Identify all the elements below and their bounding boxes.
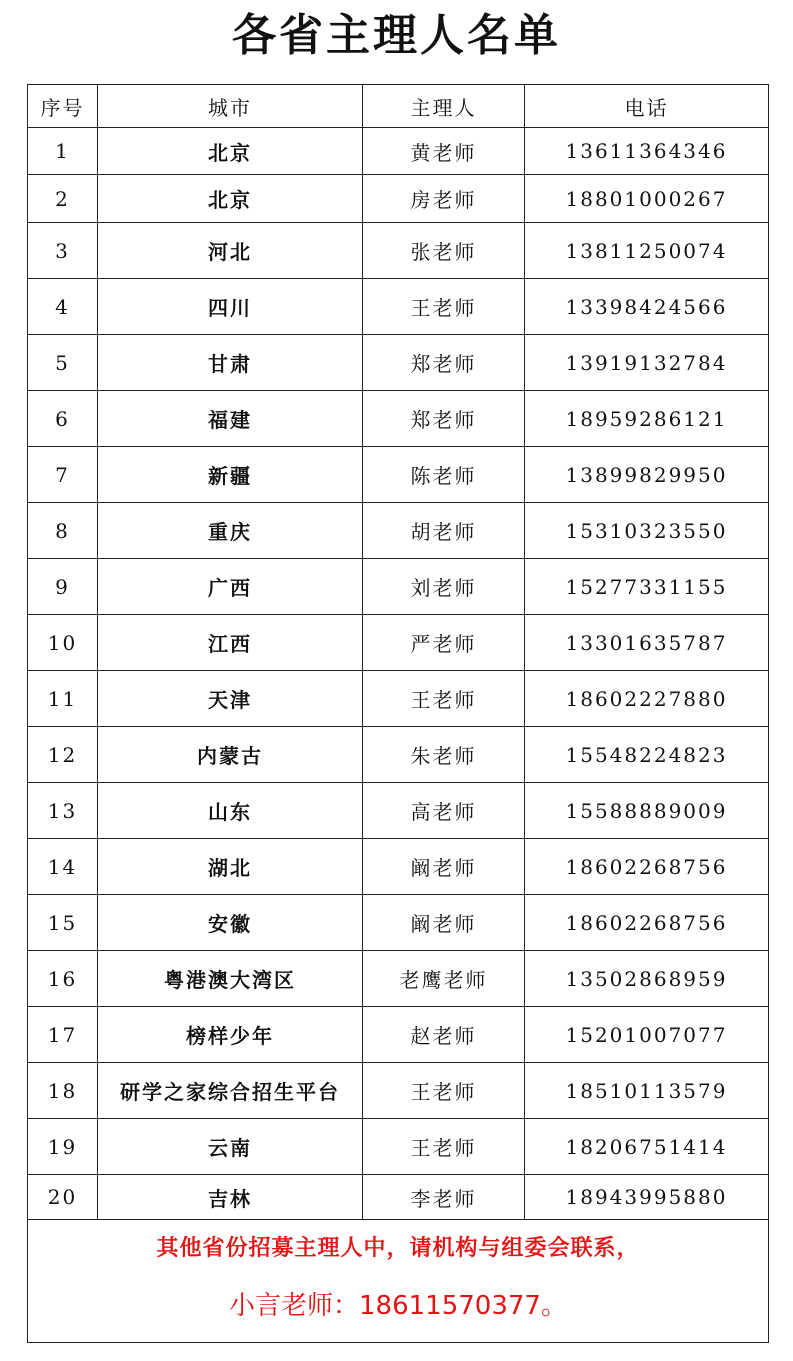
row-index: 12	[28, 727, 98, 783]
row-city: 天津	[98, 671, 363, 727]
row-city: 新疆	[98, 447, 363, 503]
row-city: 重庆	[98, 503, 363, 559]
row-phone: 13502868959	[525, 951, 769, 1007]
row-phone: 13811250074	[525, 223, 769, 279]
table-row	[28, 615, 769, 671]
row-phone: 13301635787	[525, 615, 769, 671]
row-city: 福建	[98, 391, 363, 447]
row-index: 8	[28, 503, 98, 559]
row-person: 赵老师	[363, 1007, 525, 1063]
row-index: 18	[28, 1063, 98, 1119]
row-index: 2	[28, 175, 98, 223]
table-row	[28, 279, 769, 335]
table-row	[28, 335, 769, 391]
row-index: 13	[28, 783, 98, 839]
notice-row	[28, 1220, 769, 1343]
row-city: 内蒙古	[98, 727, 363, 783]
row-phone: 18801000267	[525, 175, 769, 223]
row-phone: 13919132784	[525, 335, 769, 391]
row-phone: 18602227880	[525, 671, 769, 727]
row-person: 阚老师	[363, 839, 525, 895]
row-city: 安徽	[98, 895, 363, 951]
row-city: 甘肃	[98, 335, 363, 391]
row-city: 粤港澳大湾区	[98, 951, 363, 1007]
row-phone: 13899829950	[525, 447, 769, 503]
row-city: 四川	[98, 279, 363, 335]
organizer-table	[27, 84, 769, 1343]
row-index: 17	[28, 1007, 98, 1063]
row-person: 严老师	[363, 615, 525, 671]
table-row	[28, 1007, 769, 1063]
header-person: 主理人	[363, 85, 525, 128]
row-index: 15	[28, 895, 98, 951]
row-phone: 15277331155	[525, 559, 769, 615]
table-row	[28, 951, 769, 1007]
header-index: 序号	[28, 85, 98, 128]
row-phone: 13398424566	[525, 279, 769, 335]
row-person: 王老师	[363, 279, 525, 335]
table-row	[28, 128, 769, 175]
row-index: 11	[28, 671, 98, 727]
header-city: 城市	[98, 85, 363, 128]
row-index: 10	[28, 615, 98, 671]
table-row	[28, 503, 769, 559]
notice-cell	[28, 1220, 769, 1343]
row-city: 广西	[98, 559, 363, 615]
row-city: 研学之家综合招生平台	[98, 1063, 363, 1119]
row-person: 王老师	[363, 1119, 525, 1175]
row-person: 刘老师	[363, 559, 525, 615]
table-header-row	[28, 85, 769, 128]
row-phone: 18206751414	[525, 1119, 769, 1175]
table-row	[28, 447, 769, 503]
row-city: 河北	[98, 223, 363, 279]
table-row	[28, 223, 769, 279]
row-person: 阚老师	[363, 895, 525, 951]
table-row	[28, 839, 769, 895]
notice-line-1: 其他省份招募主理人中，请机构与组委会联系，	[156, 1236, 640, 1261]
row-person: 郑老师	[363, 335, 525, 391]
row-person: 王老师	[363, 1063, 525, 1119]
row-city: 云南	[98, 1119, 363, 1175]
row-index: 6	[28, 391, 98, 447]
row-index: 9	[28, 559, 98, 615]
row-person: 李老师	[363, 1175, 525, 1220]
table-row	[28, 1175, 769, 1220]
row-person: 张老师	[363, 223, 525, 279]
row-person: 胡老师	[363, 503, 525, 559]
row-person: 郑老师	[363, 391, 525, 447]
table-row	[28, 175, 769, 223]
row-phone: 18959286121	[525, 391, 769, 447]
table-row	[28, 727, 769, 783]
row-phone: 15201007077	[525, 1007, 769, 1063]
row-city: 北京	[98, 175, 363, 223]
table-row	[28, 783, 769, 839]
row-person: 朱老师	[363, 727, 525, 783]
row-phone: 13611364346	[525, 128, 769, 175]
row-index: 7	[28, 447, 98, 503]
row-city: 榜样少年	[98, 1007, 363, 1063]
row-phone: 15548224823	[525, 727, 769, 783]
header-phone: 电话	[525, 85, 769, 128]
row-person: 房老师	[363, 175, 525, 223]
row-person: 王老师	[363, 671, 525, 727]
table-row	[28, 391, 769, 447]
row-city: 北京	[98, 128, 363, 175]
row-city: 吉林	[98, 1175, 363, 1220]
row-phone: 18510113579	[525, 1063, 769, 1119]
row-index: 20	[28, 1175, 98, 1220]
row-phone: 18602268756	[525, 895, 769, 951]
row-person: 陈老师	[363, 447, 525, 503]
row-index: 19	[28, 1119, 98, 1175]
row-index: 1	[28, 128, 98, 175]
row-phone: 15310323550	[525, 503, 769, 559]
notice-line-2: 小言老师：18611570377。	[229, 1291, 567, 1321]
row-index: 4	[28, 279, 98, 335]
row-index: 16	[28, 951, 98, 1007]
table-row	[28, 895, 769, 951]
row-phone: 18602268756	[525, 839, 769, 895]
row-index: 5	[28, 335, 98, 391]
table-row	[28, 1119, 769, 1175]
row-city: 江西	[98, 615, 363, 671]
row-person: 老鹰老师	[363, 951, 525, 1007]
table-row	[28, 559, 769, 615]
page-title: 各省主理人名单	[232, 10, 561, 61]
row-index: 14	[28, 839, 98, 895]
table-row	[28, 671, 769, 727]
row-phone: 18943995880	[525, 1175, 769, 1220]
row-person: 高老师	[363, 783, 525, 839]
row-index: 3	[28, 223, 98, 279]
row-person: 黄老师	[363, 128, 525, 175]
row-city: 湖北	[98, 839, 363, 895]
table-row	[28, 1063, 769, 1119]
row-phone: 15588889009	[525, 783, 769, 839]
row-city: 山东	[98, 783, 363, 839]
